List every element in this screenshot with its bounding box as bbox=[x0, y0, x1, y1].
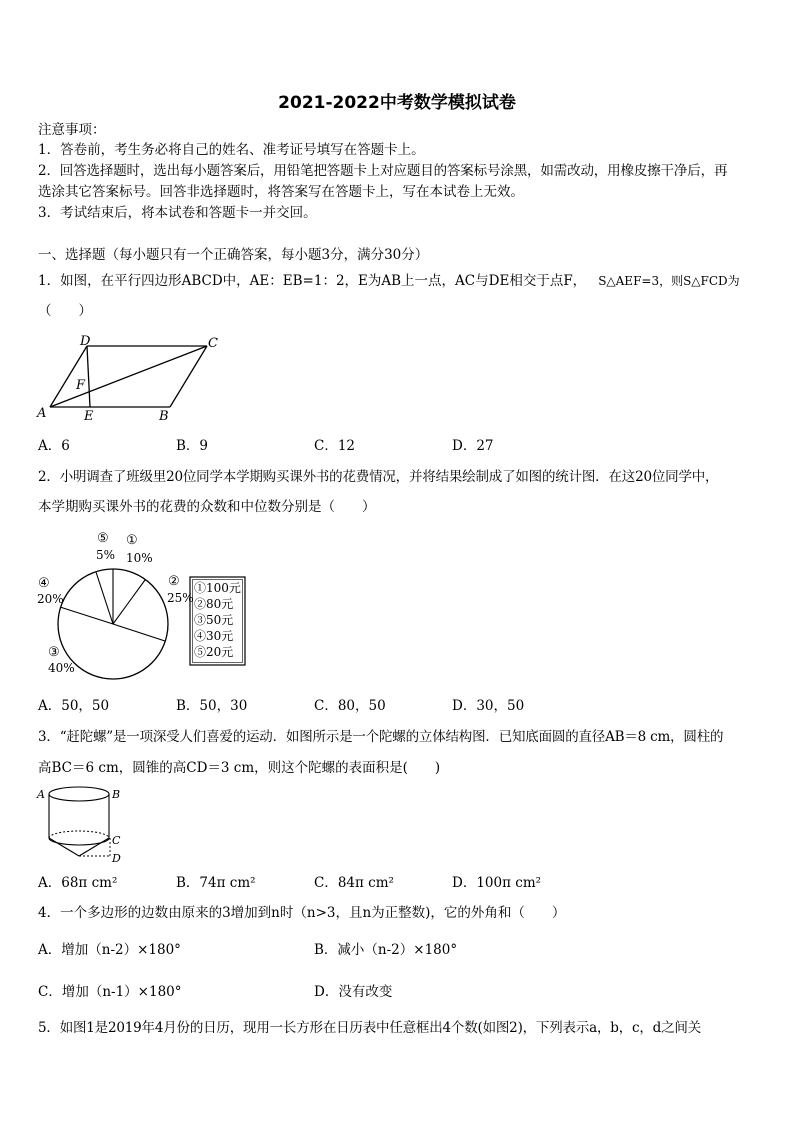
edge-ad bbox=[50, 346, 87, 407]
pie-mark-5: ⑤ bbox=[97, 531, 109, 546]
pie-divider-1 bbox=[96, 572, 113, 624]
top-ellipse bbox=[49, 787, 109, 801]
q3-option-a: A．68π cm² bbox=[38, 875, 118, 891]
q3-option-c: C．84π cm² bbox=[314, 875, 394, 891]
pie-legend-3: ③50元 bbox=[194, 613, 234, 627]
q3-line1: 3．“赶陀螺”是一项深受人们喜爱的运动．如图所示是一个陀螺的立体结构图．已知底面圆的直径AB＝8 cm，圆柱的 bbox=[38, 729, 724, 745]
q3-spinning-top-figure bbox=[34, 782, 134, 868]
bottom-ellipse-back bbox=[49, 831, 109, 838]
q1-stem bbox=[38, 272, 740, 290]
pie-legend-1: ①100元 bbox=[194, 581, 241, 595]
label-c: C bbox=[208, 336, 218, 351]
q2-pie-chart bbox=[34, 530, 264, 680]
pie-mark-2: ② bbox=[168, 574, 180, 589]
segment-de bbox=[87, 346, 90, 407]
notice-item-3: 3．考试结束后，将本试卷和答题卡一并交回。 bbox=[38, 205, 317, 221]
q2-option-a: A．50，50 bbox=[38, 698, 110, 714]
q1-parallelogram-figure bbox=[34, 332, 234, 424]
label-d: D bbox=[80, 334, 91, 349]
q1-area: S△AEF=3，则S△FCD为 bbox=[598, 274, 740, 288]
top-label-d: D bbox=[112, 852, 121, 865]
pie-pct-4: 20% bbox=[37, 592, 64, 606]
q2-line2: 本学期购买课外书的花费的众数和中位数分别是（ ） bbox=[38, 499, 376, 515]
q4-line1: 4．一个多边形的边数由原来的3增加到n时（n>3，且n为正整数)，它的外角和（ ） bbox=[38, 905, 566, 921]
q2-option-c: C．80，50 bbox=[314, 698, 386, 714]
label-e: E bbox=[84, 409, 94, 424]
q3-line2: 高BC＝6 cm，圆锥的高CD＝3 cm，则这个陀螺的表面积是( ) bbox=[38, 760, 441, 776]
pie-pct-2: 25% bbox=[167, 591, 194, 605]
cone-left bbox=[49, 838, 79, 856]
diagonal-ac bbox=[50, 346, 207, 407]
pie-pct-1: 10% bbox=[126, 551, 153, 565]
label-b: B bbox=[159, 409, 169, 424]
pie-divider-5 bbox=[60, 607, 113, 624]
q1-option-a: A．6 bbox=[38, 438, 70, 454]
q2-option-b: B．50，30 bbox=[176, 698, 248, 714]
q1-blank: （ ） bbox=[38, 303, 92, 319]
notice-item-2: 2．回答选择题时，选出每小题答案后，用铅笔把答题卡上对应题目的答案标号涂黑，如需改动，用橡皮擦干净后，再 bbox=[38, 163, 728, 179]
pie-legend-2: ②80元 bbox=[194, 597, 234, 611]
notice-heading: 注意事项： bbox=[38, 122, 106, 138]
top-label-c: C bbox=[112, 834, 121, 847]
top-label-a: A bbox=[37, 788, 45, 801]
label-a: A bbox=[37, 406, 47, 421]
q2-line1: 2．小明调查了班级里20位同学本学期购买课外书的花费情况，并将结果绘制成了如图的统计图．在这20位同学中， bbox=[38, 469, 719, 485]
q1-option-c: C．12 bbox=[314, 438, 356, 454]
q5-line1: 5．如图1是2019年4月份的日历，现用一长方形在日历表中任意框出4个数(如图2)，下列表示a，b，c，d之间关 bbox=[38, 1020, 702, 1036]
pie-pct-3: 40% bbox=[48, 661, 75, 675]
q2-option-d: D．30，50 bbox=[452, 698, 525, 714]
page-title: 2021-2022中考数学模拟试卷 bbox=[278, 93, 516, 113]
pie-divider-4 bbox=[113, 624, 165, 641]
cone-right bbox=[79, 838, 109, 856]
pie-legend-4: ④30元 bbox=[194, 629, 234, 643]
q4-option-b: B．减小（n-2）×180° bbox=[314, 942, 458, 958]
top-label-b: B bbox=[112, 788, 121, 801]
section-heading: 一、选择题（每小题只有一个正确答案，每小题3分，满分30分） bbox=[38, 247, 429, 263]
edge-bc bbox=[170, 346, 207, 407]
q4-option-c: C．增加（n-1）×180° bbox=[38, 984, 182, 1000]
q4-option-a: A．增加（n-2）×180° bbox=[38, 942, 181, 958]
pie-mark-4: ④ bbox=[38, 576, 50, 591]
pie-divider-3 bbox=[113, 580, 145, 624]
pie-pct-5: 5% bbox=[96, 548, 116, 562]
label-f: F bbox=[76, 378, 86, 393]
notice-item-2-cont: 选涂其它答案标号。回答非选择题时，将答案写在答题卡上，写在本试卷上无效。 bbox=[38, 184, 524, 200]
q3-option-b: B．74π cm² bbox=[176, 875, 256, 891]
pie-mark-1: ① bbox=[126, 533, 138, 548]
q1-option-b: B．9 bbox=[176, 438, 209, 454]
q3-option-d: D．100π cm² bbox=[452, 875, 542, 891]
notice-item-1: 1．答卷前，考生务必将自己的姓名、准考证号填写在答题卡上。 bbox=[38, 142, 425, 158]
q1-option-d: D．27 bbox=[452, 438, 494, 454]
pie-legend-5: ⑤20元 bbox=[194, 645, 234, 659]
pie-mark-3: ③ bbox=[48, 645, 60, 660]
q4-option-d: D．没有改变 bbox=[314, 984, 393, 1000]
q1-line1: 1．如图，在平行四边形ABCD中，AE：EB=1：2，E为AB上一点，AC与DE相交于点F， bbox=[38, 273, 587, 289]
